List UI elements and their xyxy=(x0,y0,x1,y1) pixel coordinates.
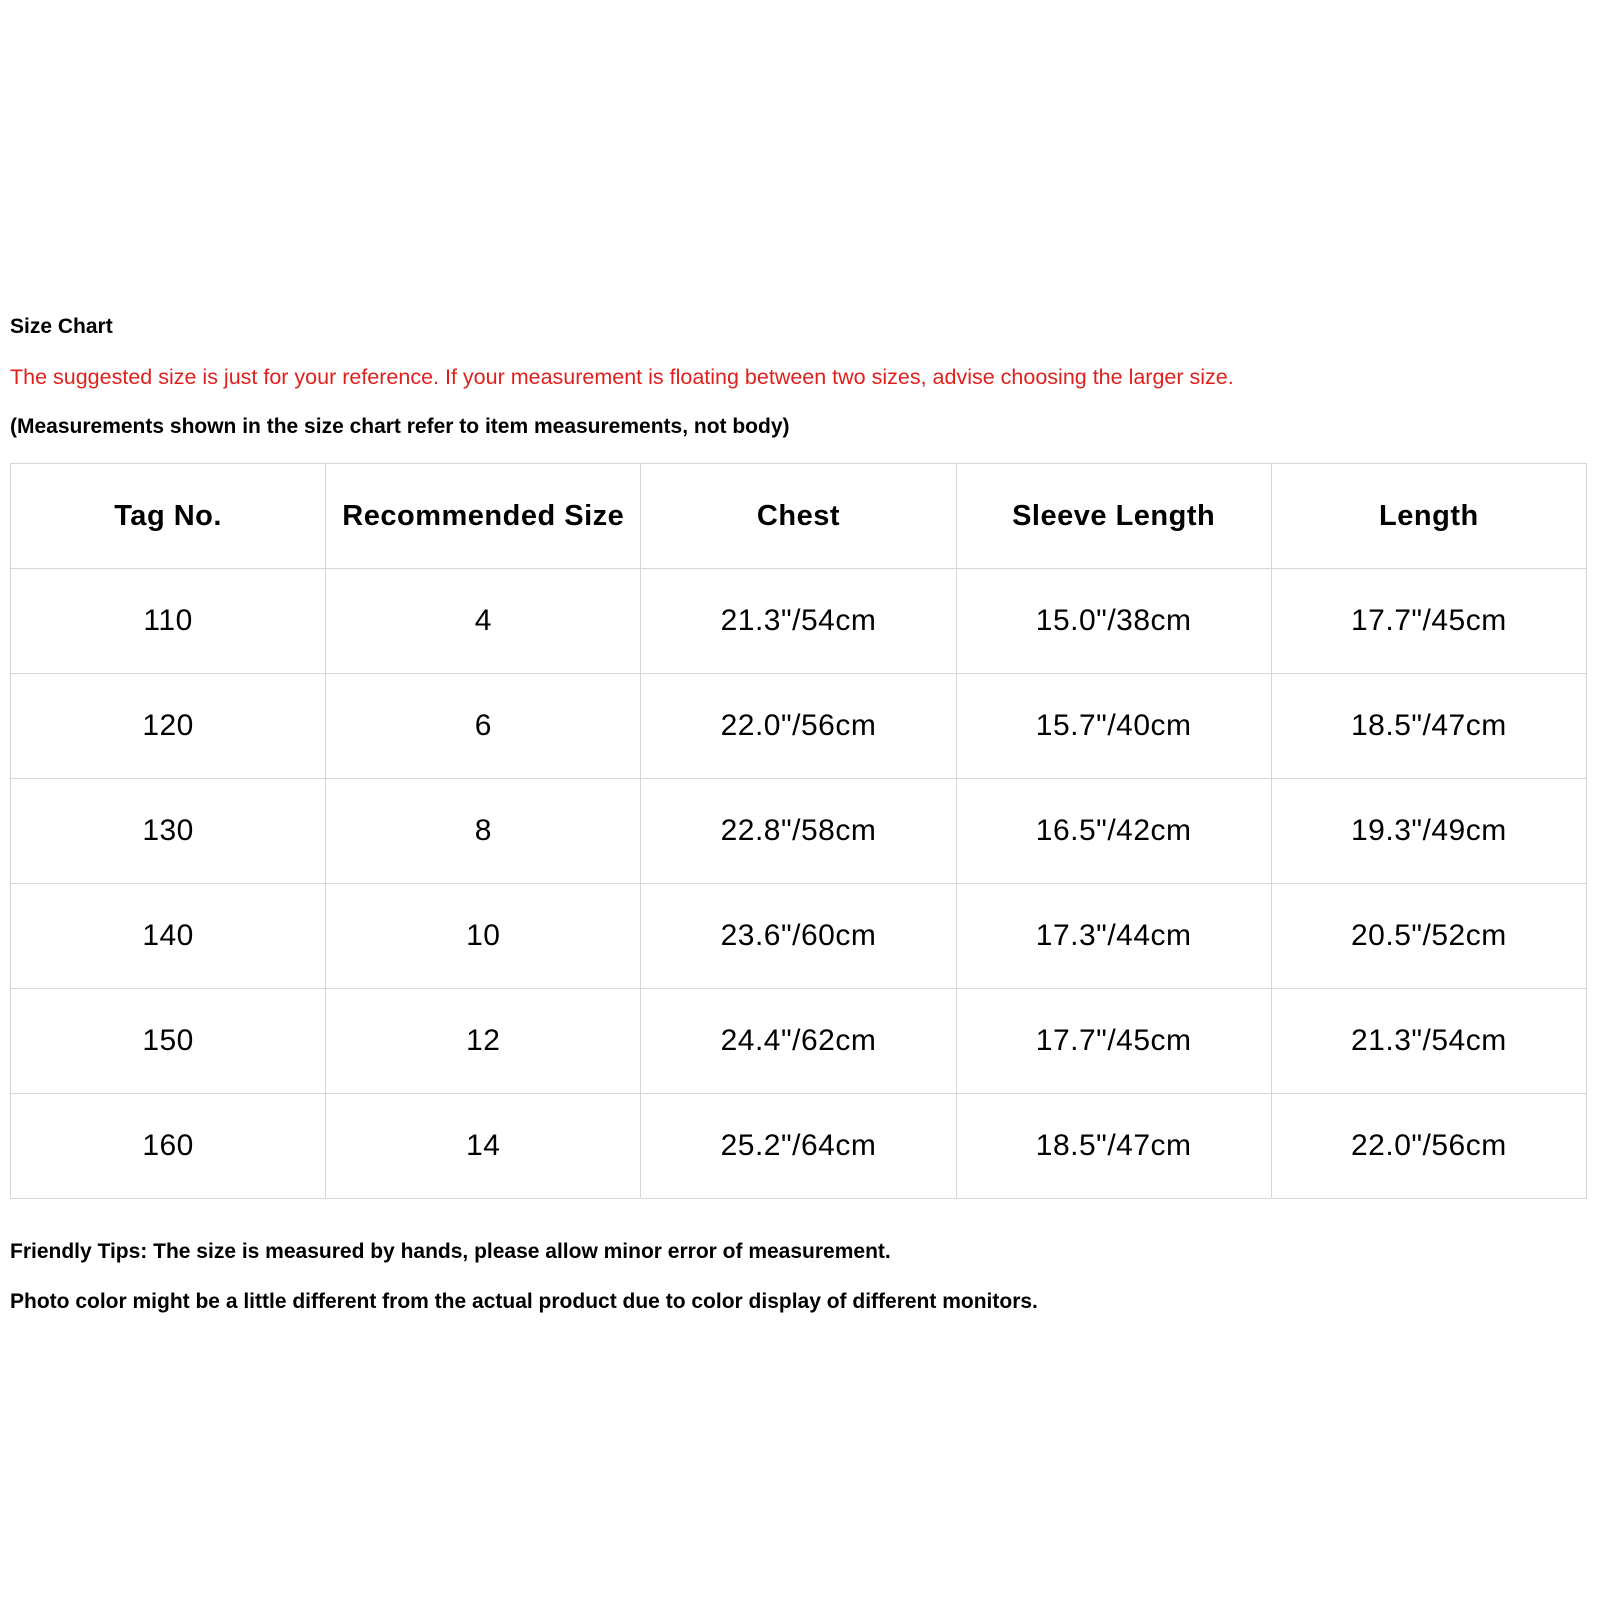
cell-recommended-size: 8 xyxy=(326,779,641,884)
header-chest: Chest xyxy=(641,464,956,569)
table-row xyxy=(11,989,1587,1094)
cell-chest: 23.6"/60cm xyxy=(641,884,956,989)
cell-chest: 21.3"/54cm xyxy=(641,569,956,674)
cell-length: 18.5"/47cm xyxy=(1271,674,1586,779)
cell-tag-no: 140 xyxy=(11,884,326,989)
friendly-tip: Friendly Tips: The size is measured by hands, please allow minor error of measurement. xyxy=(10,1240,891,1263)
cell-tag-no: 130 xyxy=(11,779,326,884)
table-row xyxy=(11,884,1587,989)
cell-recommended-size: 14 xyxy=(326,1094,641,1199)
cell-tag-no: 120 xyxy=(11,674,326,779)
cell-chest: 25.2"/64cm xyxy=(641,1094,956,1199)
cell-length: 20.5"/52cm xyxy=(1271,884,1586,989)
cell-sleeve-length: 18.5"/47cm xyxy=(956,1094,1271,1199)
table-row xyxy=(11,569,1587,674)
cell-recommended-size: 10 xyxy=(326,884,641,989)
cell-length: 22.0"/56cm xyxy=(1271,1094,1586,1199)
cell-chest: 24.4"/62cm xyxy=(641,989,956,1094)
cell-sleeve-length: 17.7"/45cm xyxy=(956,989,1271,1094)
cell-length: 17.7"/45cm xyxy=(1271,569,1586,674)
size-chart-heading: Size Chart xyxy=(10,315,113,338)
cell-chest: 22.8"/58cm xyxy=(641,779,956,884)
cell-chest: 22.0"/56cm xyxy=(641,674,956,779)
color-disclaimer: Photo color might be a little different from the actual product due to color display of different monitors. xyxy=(10,1290,1038,1313)
header-tag-no: Tag No. xyxy=(11,464,326,569)
table-header-row xyxy=(11,464,1587,569)
cell-tag-no: 160 xyxy=(11,1094,326,1199)
cell-sleeve-length: 17.3"/44cm xyxy=(956,884,1271,989)
cell-tag-no: 150 xyxy=(11,989,326,1094)
measurement-note: (Measurements shown in the size chart refer to item measurements, not body) xyxy=(10,415,790,438)
cell-sleeve-length: 15.7"/40cm xyxy=(956,674,1271,779)
cell-length: 19.3"/49cm xyxy=(1271,779,1586,884)
cell-recommended-size: 12 xyxy=(326,989,641,1094)
cell-recommended-size: 4 xyxy=(326,569,641,674)
table-row xyxy=(11,674,1587,779)
size-chart-table xyxy=(10,463,1587,1199)
header-length: Length xyxy=(1271,464,1586,569)
cell-sleeve-length: 15.0"/38cm xyxy=(956,569,1271,674)
cell-sleeve-length: 16.5"/42cm xyxy=(956,779,1271,884)
header-sleeve-length: Sleeve Length xyxy=(956,464,1271,569)
table-row xyxy=(11,779,1587,884)
table-row xyxy=(11,1094,1587,1199)
cell-recommended-size: 6 xyxy=(326,674,641,779)
header-recommended-size: Recommended Size xyxy=(326,464,641,569)
cell-length: 21.3"/54cm xyxy=(1271,989,1586,1094)
size-reference-notice: The suggested size is just for your reference. If your measurement is floating between two sizes, advise choosing the larger size. xyxy=(10,365,1234,389)
cell-tag-no: 110 xyxy=(11,569,326,674)
